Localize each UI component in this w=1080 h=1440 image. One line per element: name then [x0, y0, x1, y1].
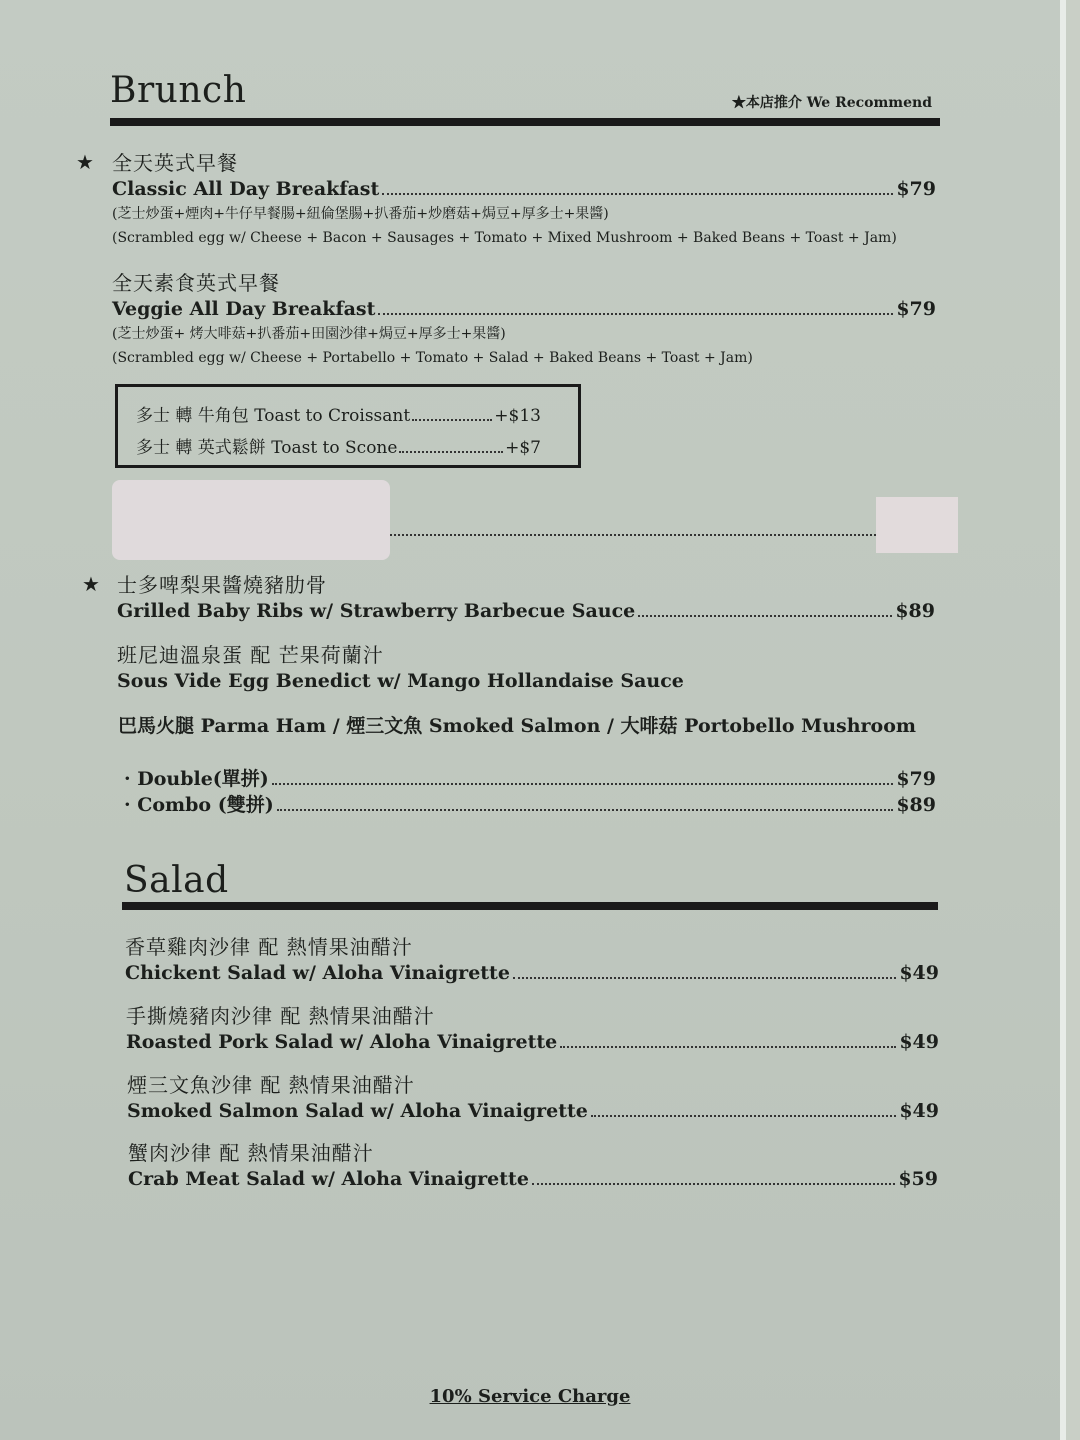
item-desc-en: (Scrambled egg w/ Cheese + Bacon + Sausages + Tomato + Mixed Mushroom + Baked Beans + Toast + Jam): [112, 230, 897, 246]
item-desc-en: (Scrambled egg w/ Cheese + Portabello + Tomato + Salad + Baked Beans + Toast + Jam): [112, 350, 753, 366]
item-name-cn: 蟹肉沙律 配 熱情果油醋汁: [128, 1141, 374, 1165]
salad-item-pork: [126, 1003, 939, 1055]
item-name-cn: 全天英式早餐: [112, 151, 238, 175]
leader-dots: [591, 1115, 896, 1117]
salad-title: Salad: [124, 860, 229, 901]
salad-rule: [122, 902, 938, 910]
salad-item-chicken: [125, 934, 939, 986]
item-desc-cn: (芝士炒蛋+ 烤大啡菇+扒番茄+田園沙律+焗豆+厚多士+果醬): [112, 326, 506, 342]
item-name-cn: 全天素食英式早餐: [112, 271, 280, 295]
choice-label: · Double(單拼): [124, 768, 269, 790]
leader-dots: [399, 451, 503, 453]
salad-item-salmon: [127, 1072, 939, 1124]
addon-box: [115, 384, 581, 468]
menu-item-veggie-breakfast: [112, 270, 936, 370]
addon-croissant: [136, 401, 541, 426]
choice-price: $89: [896, 794, 936, 816]
covered-price-sticker: [876, 497, 958, 553]
item-price: $89: [895, 600, 935, 622]
brunch-rule: [110, 118, 940, 126]
leader-dots: [412, 419, 492, 421]
addon-price: +$13: [494, 406, 541, 426]
menu-item-classic-breakfast: [112, 150, 936, 250]
item-name-cn: 煙三文魚沙律 配 熱情果油醋汁: [127, 1073, 415, 1097]
addon-label: 多士 轉 英式鬆餅 Toast to Scone: [136, 438, 398, 458]
leader-dots: [382, 193, 893, 195]
item-name-en: Grilled Baby Ribs w/ Strawberry Barbecue Sauce: [117, 600, 636, 622]
benedict-options: 巴馬火腿 Parma Ham / 煙三文魚 Smoked Salmon / 大啡菇 Portobello Mushroom: [118, 715, 916, 737]
covered-item-sticker: [112, 480, 390, 560]
item-desc-cn: (芝士炒蛋+煙肉+牛仔早餐腸+紐倫堡腸+扒番茄+炒磨菇+焗豆+厚多士+果醬): [112, 206, 609, 222]
leader-dots: [277, 809, 894, 811]
item-name-en: Classic All Day Breakfast: [112, 178, 380, 200]
benedict-double: [124, 764, 936, 791]
menu-item-baby-ribs: [117, 572, 935, 624]
salad-item-crab: [128, 1140, 938, 1192]
item-name-en: Roasted Pork Salad w/ Aloha Vinaigrette: [126, 1031, 558, 1053]
item-price: $79: [896, 298, 936, 320]
leader-dots: [560, 1046, 896, 1048]
leader-dots: [378, 313, 893, 315]
addon-scone: [136, 433, 541, 458]
leader-dots: [513, 977, 896, 979]
recommend-star-icon: ★: [76, 150, 94, 174]
item-name-cn: 班尼迪溫泉蛋 配 芒果荷蘭汁: [117, 643, 384, 667]
leader-dots: [390, 534, 876, 536]
item-name-en: Crab Meat Salad w/ Aloha Vinaigrette: [128, 1168, 529, 1190]
addon-price: +$7: [505, 438, 541, 458]
choice-label: · Combo (雙拼): [124, 794, 274, 816]
item-price: $79: [896, 178, 936, 200]
brunch-title: Brunch: [110, 70, 247, 111]
item-price: $59: [898, 1168, 938, 1190]
item-name-cn: 手撕燒豬肉沙律 配 熱情果油醋汁: [126, 1004, 435, 1028]
recommend-legend: ★本店推介 We Recommend: [731, 95, 932, 111]
choice-price: $79: [896, 768, 936, 790]
addon-label: 多士 轉 牛角包 Toast to Croissant: [136, 406, 411, 426]
leader-dots: [532, 1183, 895, 1185]
leader-dots: [638, 615, 892, 617]
menu-item-egg-benedict: [117, 642, 935, 694]
service-charge-note: 10% Service Charge: [429, 1386, 631, 1407]
item-price: $49: [899, 1031, 939, 1053]
item-name-en: Chickent Salad w/ Aloha Vinaigrette: [125, 962, 510, 984]
item-name-cn: 香草雞肉沙律 配 熱情果油醋汁: [125, 935, 413, 959]
item-price: $49: [899, 962, 939, 984]
recommend-star-icon: ★: [82, 572, 100, 596]
item-name-cn: 士多啤梨果醬燒豬肋骨: [117, 573, 327, 597]
leader-dots: [272, 783, 894, 785]
item-name-en: Smoked Salmon Salad w/ Aloha Vinaigrette: [127, 1100, 588, 1122]
item-name-en: Sous Vide Egg Benedict w/ Mango Hollandaise Sauce: [117, 670, 684, 692]
item-price: $49: [899, 1100, 939, 1122]
benedict-combo: [124, 790, 936, 817]
item-name-en: Veggie All Day Breakfast: [112, 298, 376, 320]
